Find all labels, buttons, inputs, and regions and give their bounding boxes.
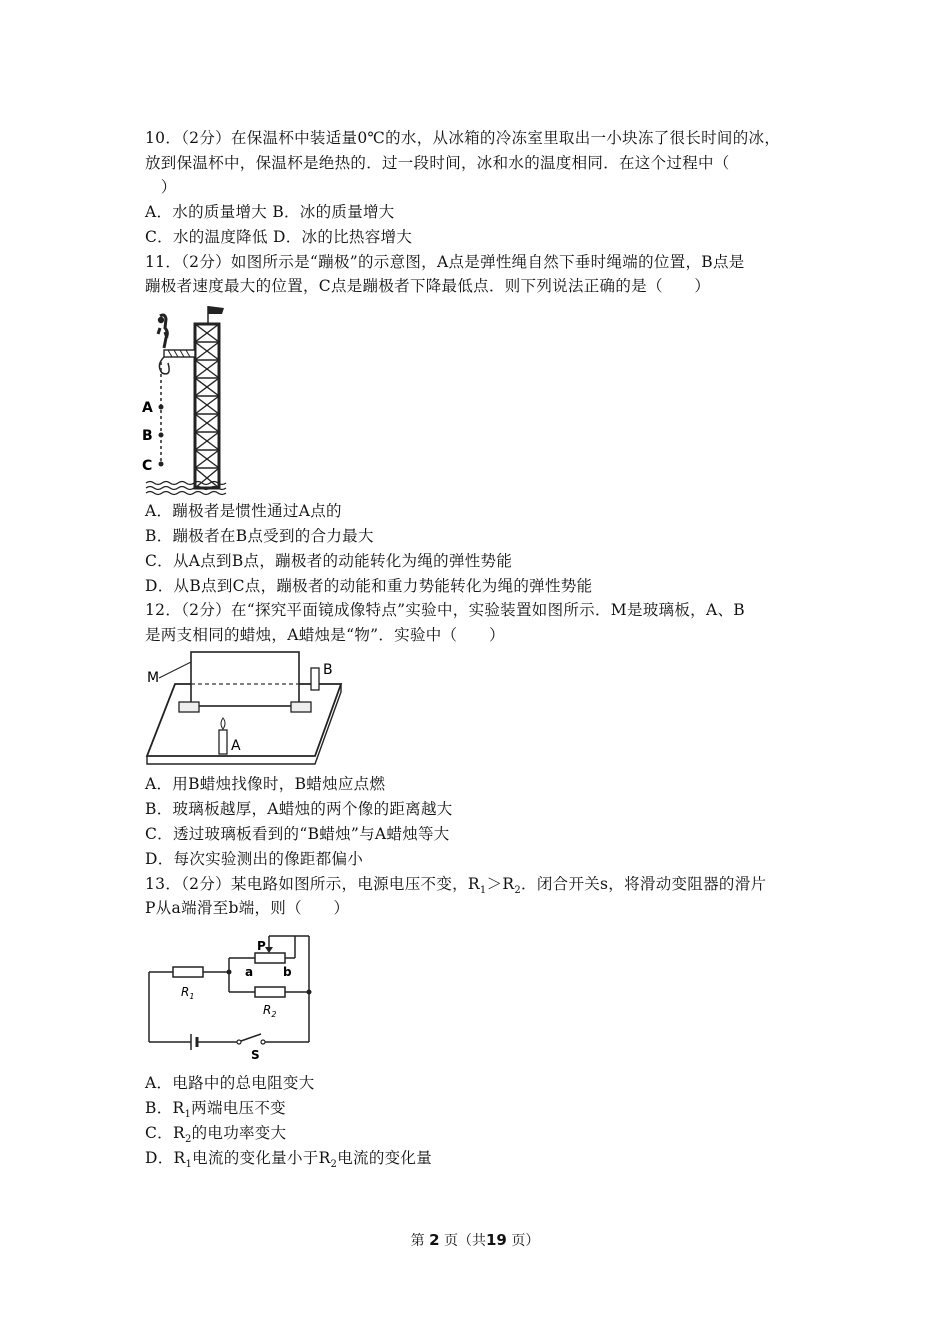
footer-mid: 页（共 — [444, 1233, 486, 1249]
q12-option-b: B．玻璃板越厚，A蜡烛的两个像的距离越大 — [145, 800, 453, 818]
sub-r2: 2 — [514, 885, 522, 897]
bungee-figure — [138, 302, 238, 498]
tower-frame — [195, 324, 219, 488]
q10-stem-line1: 10．（2分）在保温杯中装适量0℃的水，从冰箱的冷冻室里取出一小块冻了很长时间的冰， — [145, 129, 781, 147]
q10-stem-line2: 放到保温杯中，保温杯是绝热的．过一段时间，冰和水的温度相同．在这个过程中（ — [145, 154, 730, 172]
q13-stem-mid: ＞R — [486, 875, 515, 893]
label-p: P — [257, 939, 266, 953]
q13-stem-post: ．闭合开关s，将滑动变阻器的滑片 — [521, 875, 767, 893]
slider-arrow-icon — [265, 947, 273, 953]
candle-a — [219, 730, 227, 754]
point-b-label: B — [142, 428, 153, 444]
q11-option-a: A．蹦极者是惯性通过A点的 — [145, 502, 342, 520]
mirror-experiment-figure — [145, 648, 345, 768]
junction-dot-left — [227, 970, 232, 975]
q10-options-ab: A．水的质量增大 B．冰的质量增大 — [145, 203, 395, 221]
q13-option-a: A．电路中的总电阻变大 — [145, 1074, 315, 1092]
junction-dot-right — [307, 990, 312, 995]
circuit-figure — [145, 930, 320, 1062]
footer-page-number: 2 — [429, 1231, 440, 1249]
q11-stem-line2: 蹦极者速度最大的位置，C点是蹦极者下降最低点．则下列说法正确的是（ ） — [145, 277, 711, 295]
left-support — [179, 702, 199, 712]
resistor-r1 — [173, 967, 203, 977]
q12-option-c: C．透过玻璃板看到的“B蜡烛”与A蜡烛等大 — [145, 825, 450, 843]
point-a-label: A — [142, 400, 153, 416]
switch-contact-left — [237, 1040, 241, 1044]
flag-icon — [208, 306, 224, 314]
q12-stem-line1: 12．（2分）在“探究平面镜成像特点”实验中，实验装置如图所示．M是玻璃板，A、B — [145, 601, 745, 619]
tower-lattice — [195, 324, 219, 488]
label-a: A — [231, 738, 241, 754]
point-c-dot — [159, 462, 164, 467]
point-a-dot — [159, 405, 164, 410]
label-b: B — [323, 662, 333, 678]
q13-stem-pre: 13．（2分）某电路如图所示，电源电压不变，R — [145, 875, 480, 893]
page-footer — [0, 1230, 950, 1250]
q12-option-a: A．用B蜡烛找像时，B蜡烛应点燃 — [145, 775, 386, 793]
label-m: M — [147, 670, 160, 686]
point-c-label: C — [142, 458, 153, 474]
resistor-r2 — [255, 987, 285, 997]
label-r1: $R_1$ — [181, 985, 195, 1001]
rope-loop-icon — [159, 357, 169, 374]
label-a-end: a — [245, 965, 254, 979]
q10-options-cd: C．水的温度降低 D．冰的比热容增大 — [145, 228, 413, 246]
sub-r1: 1 — [479, 885, 487, 897]
label-r2: $R_2$ — [263, 1003, 277, 1019]
candle-b — [311, 668, 319, 690]
label-s: S — [251, 1048, 260, 1062]
glass-plate — [191, 652, 299, 706]
q12-option-d: D．每次实验测出的像距都偏小 — [145, 850, 364, 868]
switch-blade — [241, 1034, 261, 1041]
q13-option-b: B．$R_1$两端电压不变 — [145, 1099, 286, 1121]
flame-icon — [221, 718, 225, 729]
rheostat — [255, 953, 285, 963]
footer-pre: 第 — [410, 1233, 425, 1249]
m-pointer-line — [159, 662, 191, 678]
q10-stem-line3: ） — [145, 178, 177, 196]
q11-option-d: D．从B点到C点，蹦极者的动能和重力势能转化为绳的弹性势能 — [145, 577, 593, 595]
q13-option-d: D．$R_1$电流的变化量小于$R_2$电流的变化量 — [145, 1149, 433, 1171]
jumper-head-icon — [158, 317, 164, 323]
label-b-end: b — [283, 965, 292, 979]
footer-post: 页） — [511, 1233, 540, 1249]
footer-total-pages: 19 — [486, 1231, 507, 1249]
q11-stem-line1: 11．（2分）如图所示是“蹦极”的示意图，A点是弹性绳自然下垂时绳端的位置，B点是 — [145, 253, 745, 271]
q11-option-b: B．蹦极者在B点受到的合力最大 — [145, 527, 374, 545]
q12-stem-line2: 是两支相同的蜡烛，A蜡烛是“物”．实验中（ ） — [145, 626, 505, 644]
q11-option-c: C．从A点到B点，蹦极者的动能转化为绳的弹性势能 — [145, 552, 513, 570]
q13-option-c: C．$R_2$的电功率变大 — [145, 1124, 287, 1146]
point-b-dot — [159, 433, 164, 438]
switch-contact-right — [261, 1040, 265, 1044]
q13-stem-line2: P从a端滑至b端，则（ ） — [145, 899, 350, 917]
right-support — [291, 702, 311, 712]
